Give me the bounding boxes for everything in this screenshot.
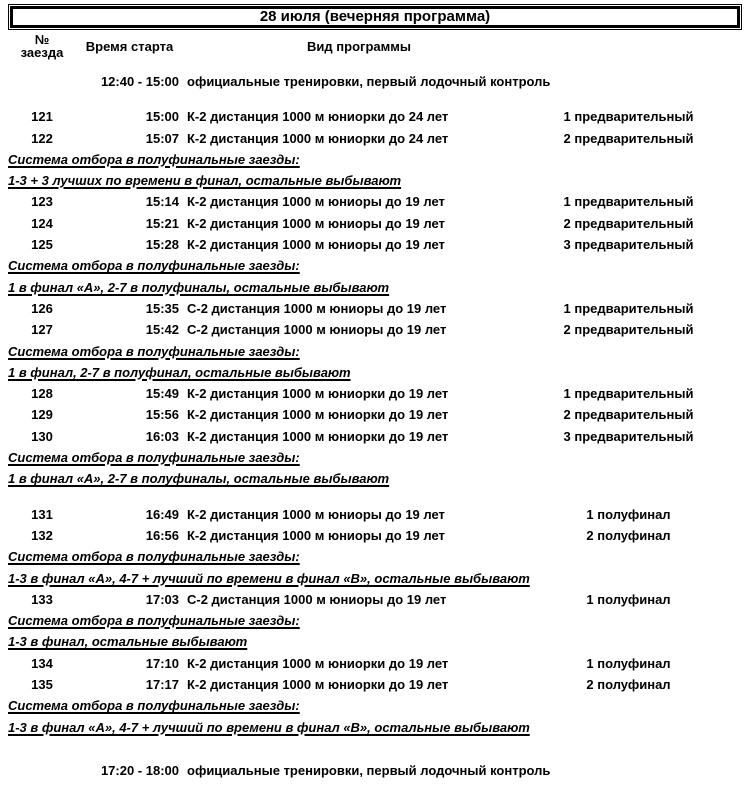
selection-note-text: Система отбора в полуфинальные заезды: [8, 549, 300, 565]
training-description: официальные тренировки, первый лодочный контроль [187, 74, 551, 89]
race-stage: 2 полуфинал [586, 527, 671, 543]
selection-note-row [8, 362, 742, 383]
race-number: 134 [31, 655, 53, 671]
race-stage: 1 предварительный [563, 109, 694, 125]
race-program: К-2 дистанция 1000 м юниорки до 19 лет [187, 655, 449, 671]
race-stage: 1 полуфинал [586, 655, 671, 671]
column-header-program: Вид программы [307, 38, 411, 54]
selection-note-text: Система отбора в полуфинальные заезды: [8, 151, 300, 167]
selection-note-row [8, 447, 742, 468]
selection-note-row [8, 717, 742, 738]
column-header-race-number-line1: № [34, 32, 50, 47]
race-start-time: 15:00 [145, 109, 179, 125]
page-title: 28 июля (вечерняя программа) [10, 6, 740, 28]
selection-note-row [8, 695, 742, 716]
race-number: 129 [31, 407, 53, 423]
race-row [8, 404, 742, 425]
selection-note-row [8, 568, 742, 589]
selection-note-text: 1-3 + 3 лучших по времени в финал, остальные выбывают [8, 173, 402, 189]
race-number: 131 [31, 506, 53, 522]
race-start-time: 15:14 [145, 194, 179, 210]
selection-note-row [8, 170, 742, 191]
race-start-time: 16:56 [145, 527, 179, 543]
training-time: 12:40 - 15:00 [100, 74, 179, 89]
training-description: официальные тренировки, первый лодочный контроль [187, 762, 551, 778]
race-stage: 3 предварительный [563, 237, 694, 253]
race-number: 130 [31, 428, 53, 444]
selection-note-text: 1-3 в финал, остальные выбывают [8, 634, 248, 650]
race-number: 124 [31, 215, 53, 231]
race-row [8, 128, 742, 149]
race-row [8, 213, 742, 234]
selection-note-text: Система отбора в полуфинальные заезды: [8, 698, 300, 714]
table-header [8, 30, 742, 59]
selection-note-text: 1-3 в финал «А», 4-7 + лучший по времени в финал «В», остальные выбывают [8, 570, 530, 586]
race-program: К-2 дистанция 1000 м юниорки до 19 лет [187, 386, 449, 402]
race-stage: 2 полуфинал [586, 677, 671, 693]
selection-note-row [8, 255, 742, 276]
race-row [8, 653, 742, 674]
selection-note-row [8, 149, 742, 170]
race-stage: 3 предварительный [563, 428, 694, 444]
selection-note-text: 1 в финал «А», 2-7 в полуфиналы, остальные выбывают [8, 279, 390, 295]
race-number: 123 [31, 194, 53, 210]
race-stage: 1 предварительный [563, 386, 694, 402]
title-box [8, 4, 742, 30]
race-start-time: 17:03 [145, 591, 179, 607]
race-start-time: 15:28 [145, 237, 179, 253]
race-number: 132 [31, 527, 53, 543]
training-row [8, 760, 742, 781]
race-row [8, 234, 742, 255]
race-stage: 1 полуфинал [586, 591, 671, 607]
column-header-race-number [8, 33, 76, 59]
race-program: К-2 дистанция 1000 м юниоры до 19 лет [187, 237, 445, 253]
race-row [8, 525, 742, 546]
race-program: С-2 дистанция 1000 м юниоры до 19 лет [187, 322, 447, 338]
race-row [8, 319, 742, 340]
race-number: 121 [31, 109, 53, 125]
selection-note-text: Система отбора в полуфинальные заезды: [8, 450, 300, 466]
race-start-time: 16:49 [145, 506, 179, 522]
race-stage: 2 предварительный [563, 407, 694, 423]
race-number: 125 [31, 237, 53, 253]
race-stage: 1 предварительный [563, 194, 694, 210]
race-program: К-2 дистанция 1000 м юниоры до 19 лет [187, 194, 445, 210]
race-program: К-2 дистанция 1000 м юниорки до 19 лет [187, 428, 449, 444]
race-start-time: 15:35 [145, 300, 179, 316]
race-program: К-2 дистанция 1000 м юниоры до 19 лет [187, 215, 445, 231]
race-number: 135 [31, 677, 53, 693]
selection-note-row [8, 610, 742, 631]
race-number: 133 [31, 591, 53, 607]
race-start-time: 15:07 [145, 130, 179, 146]
race-number: 122 [31, 130, 53, 146]
race-start-time: 17:10 [145, 655, 179, 671]
race-stage: 1 полуфинал [586, 506, 671, 522]
race-row [8, 383, 742, 404]
schedule-block [8, 504, 742, 738]
race-row [8, 191, 742, 212]
selection-note-text: 1 в финал «А», 2-7 в полуфиналы, остальные выбывают [8, 471, 390, 487]
race-row [8, 589, 742, 610]
empty-cell [8, 760, 76, 781]
race-program: К-2 дистанция 1000 м юниорки до 24 лет [187, 109, 449, 125]
empty-cell [8, 71, 76, 92]
race-program: К-2 дистанция 1000 м юниоры до 19 лет [187, 527, 445, 543]
selection-note-row [8, 468, 742, 489]
race-start-time: 16:03 [145, 428, 179, 444]
schedule-block [8, 106, 742, 489]
column-header-race-number-line2: заезда [20, 45, 64, 60]
race-start-time: 17:17 [145, 677, 179, 693]
race-number: 126 [31, 300, 53, 316]
selection-note-text: Система отбора в полуфинальные заезды: [8, 258, 300, 274]
race-number: 128 [31, 386, 53, 402]
column-header-start-time: Время старта [85, 38, 174, 54]
race-row [8, 674, 742, 695]
race-program: К-2 дистанция 1000 м юниорки до 19 лет [187, 677, 449, 693]
race-start-time: 15:42 [145, 322, 179, 338]
race-row [8, 298, 742, 319]
selection-note-row [8, 341, 742, 362]
race-program: К-2 дистанция 1000 м юниорки до 19 лет [187, 407, 449, 423]
race-program: С-2 дистанция 1000 м юниоры до 19 лет [187, 300, 447, 316]
race-program: К-2 дистанция 1000 м юниорки до 24 лет [187, 130, 449, 146]
race-row [8, 426, 742, 447]
selection-note-row [8, 631, 742, 652]
race-row [8, 504, 742, 525]
race-stage: 2 предварительный [563, 130, 694, 146]
schedule-blocks [8, 106, 742, 738]
race-start-time: 15:56 [145, 407, 179, 423]
race-start-time: 15:21 [145, 215, 179, 231]
race-stage: 2 предварительный [563, 215, 694, 231]
race-row [8, 106, 742, 127]
race-number: 127 [31, 322, 53, 338]
selection-note-text: Система отбора в полуфинальные заезды: [8, 343, 300, 359]
race-program: С-2 дистанция 1000 м юниоры до 19 лет [187, 591, 447, 607]
race-start-time: 15:49 [145, 386, 179, 402]
race-stage: 2 предварительный [563, 322, 694, 338]
race-stage: 1 предварительный [563, 300, 694, 316]
selection-note-text: 1-3 в финал «А», 4-7 + лучший по времени в финал «В», остальные выбывают [8, 719, 530, 735]
training-row [8, 71, 742, 92]
selection-note-row [8, 277, 742, 298]
race-program: К-2 дистанция 1000 м юниоры до 19 лет [187, 506, 445, 522]
selection-note-text: Система отбора в полуфинальные заезды: [8, 613, 300, 629]
training-time: 17:20 - 18:00 [100, 762, 179, 778]
selection-note-row [8, 546, 742, 567]
selection-note-text: 1 в финал, 2-7 в полуфинал, остальные выбывают [8, 364, 351, 380]
